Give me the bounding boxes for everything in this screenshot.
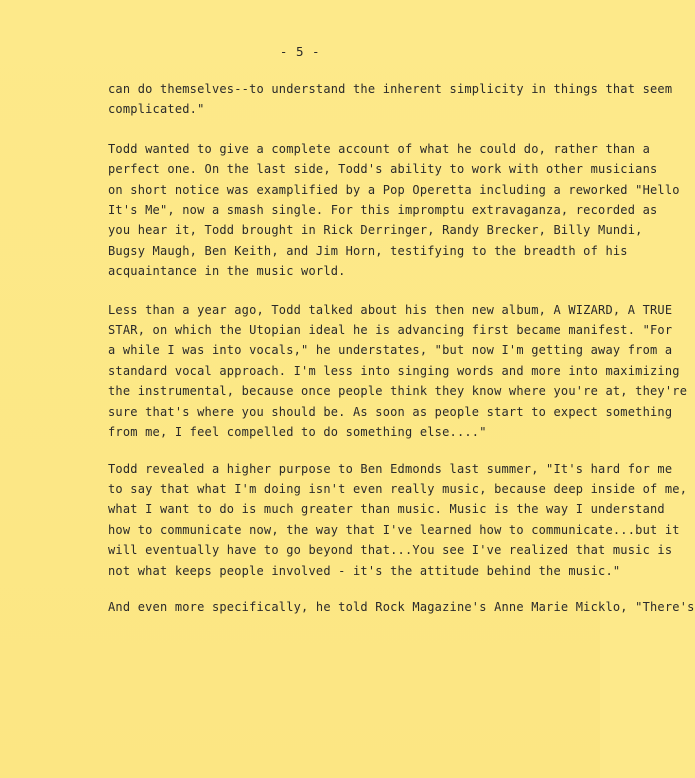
text-line: perfect one. On the last side, Todd's ability to work with other musicians: [108, 162, 658, 177]
paragraph-3: [108, 300, 688, 443]
text-line: can do themselves--to understand the inherent simplicity in things that seem: [108, 82, 673, 96]
text-line: STAR, on which the Utopian ideal he is advancing first became manifest. "For: [108, 323, 673, 338]
page-number: - 5 -: [279, 44, 321, 59]
text-line: acquaintance in the music world.: [108, 264, 346, 279]
text-line: Todd wanted to give a complete account of what he could do, rather than a: [108, 141, 650, 156]
text-line: standard vocal approach. I'm less into singing words and more into maximizing: [108, 363, 680, 378]
text-line: complicated.": [108, 102, 205, 117]
text-line: how to communicate now, the way that I've learned how to communicate...but it: [108, 522, 680, 537]
paragraph-2: [108, 139, 680, 282]
text-line: sure that's where you should be. As soon as people start to expect something: [108, 404, 673, 419]
text-line: Todd revealed a higher purpose to Ben Edmonds last summer, "It's hard for me: [108, 461, 673, 476]
text-line: you hear it, Todd brought in Rick Derringer, Randy Brecker, Billy Mundi,: [108, 223, 643, 238]
text-line: the instrumental, because once people think they know where you're at, they're: [108, 384, 688, 399]
text-line: will eventually have to go beyond that...You see I've realized that music is: [108, 543, 673, 558]
text-line: to say that what I'm doing isn't even really music, because deep inside of me,: [108, 481, 688, 496]
text-line: And even more specifically, he told Rock Magazine's Anne Marie Micklo, "There's: [108, 599, 695, 614]
text-line: Bugsy Maugh, Ben Keith, and Jim Horn, testifying to the breadth of his: [108, 243, 628, 258]
text-line: Less than a year ago, Todd talked about his then new album, A WIZARD, A TRUE: [108, 302, 673, 317]
paragraph-1: [108, 79, 673, 120]
paragraph-4: [108, 459, 688, 581]
text-line: what I want to do is much greater than music. Music is the way I understand: [108, 502, 665, 517]
text-line: It's Me", now a smash single. For this impromptu extravaganza, recorded as: [108, 203, 658, 218]
text-line: on short notice was examplified by a Pop Operetta including a reworked "Hello: [108, 182, 680, 197]
document-body: [108, 79, 695, 617]
text-line: not what keeps people involved - it's the attitude behind the music.": [108, 563, 621, 578]
text-line: a while I was into vocals," he understates, "but now I'm getting away from a: [108, 343, 673, 358]
text-line: from me, I feel compelled to do something else....": [108, 425, 487, 440]
paragraph-5: [108, 597, 695, 617]
